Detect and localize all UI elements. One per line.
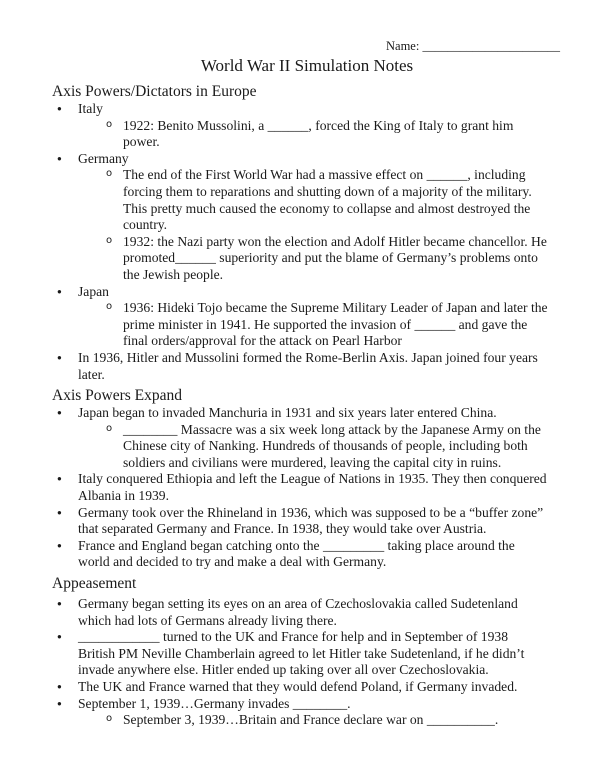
name-field-line: Name: ______________________	[386, 39, 560, 53]
list-item-rhineland: ● Germany took over the Rhineland in 1936, which was supposed to be a “buffer zone” that separated Germany and France. In 1938, they would take over Austria.	[52, 505, 572, 538]
list-item-germany-invades: ● September 1, 1939…Germany invades ________.	[52, 696, 572, 713]
page-title: World War II Simulation Notes	[200, 56, 414, 75]
list-item-sudetenland: ● Germany began setting its eyes on an area of Czechoslovakia called Sudetenland which had lots of Germans already living there.	[52, 596, 572, 629]
list-item-japan: ● Japan	[52, 284, 572, 301]
notes-content	[52, 82, 572, 729]
sub-item-tojo: o 1936: Hideki Tojo became the Supreme Military Leader of Japan and later the prime minister in 1941. He supported the invasion of ______ and gave the final orders/approval for the attack on Pearl Harbor	[52, 300, 572, 350]
section-heading: Axis Powers Expand	[52, 387, 183, 405]
sub-item-nanking: o ________ Massacre was a six week long attack by the Japanese Army on the Chinese city of Nanking. Hundreds of thousands of people, including both soldiers and civilians were murdered, leaving the capital city in ruins.	[52, 422, 572, 472]
sub-item-declare-war: o September 3, 1939…Britain and France declare war on __________.	[52, 712, 572, 729]
list-item-manchuria: ● Japan began to invaded Manchuria in 1931 and six years later entered China.	[52, 405, 572, 422]
list-item-ethiopia: ● Italy conquered Ethiopia and left the League of Nations in 1935. They then conquered Albania in 1939.	[52, 471, 572, 504]
section-heading: Appeasement	[52, 575, 137, 593]
list-item-italy: ● Italy	[52, 101, 572, 118]
list-item-poland-warning: ● The UK and France warned that they would defend Poland, if Germany invaded.	[52, 679, 572, 696]
list-item-chamberlain: ● ____________ turned to the UK and France for help and in September of 1938 British PM Neville Chamberlain agreed to let Hitler take Sudetenland, if he didn’t invade anywhere else. Hitler ended up taking over all over Czechoslovakia.	[52, 629, 572, 679]
list-item-germany: ● Germany	[52, 151, 572, 168]
sub-item-nazi-party: o 1932: the Nazi party won the election and Adolf Hitler became chancellor. He promoted______ superiority and put the blame of Germany’s problems onto the Jewish people.	[52, 234, 572, 284]
section-axis-expand	[52, 386, 572, 571]
section-axis-powers	[52, 82, 572, 383]
list-item-france-england: ● France and England began catching onto the _________ taking place around the world and decided to try and make a deal with Germany.	[52, 538, 572, 571]
list-item-rome-berlin-axis: ● In 1936, Hitler and Mussolini formed the Rome-Berlin Axis. Japan joined four years later.	[52, 350, 572, 383]
section-appeasement	[52, 574, 572, 729]
sub-item-mussolini: o 1922: Benito Mussolini, a ______, forced the King of Italy to grant him power.	[52, 118, 572, 151]
section-heading: Axis Powers/Dictators in Europe	[52, 83, 257, 100]
sub-item-ww1-effect: o The end of the First World War had a massive effect on ______, including forcing them to reparations and shutting down of a majority of the military. This pretty much caused the economy to collapse and almost destroyed the country.	[52, 167, 572, 233]
